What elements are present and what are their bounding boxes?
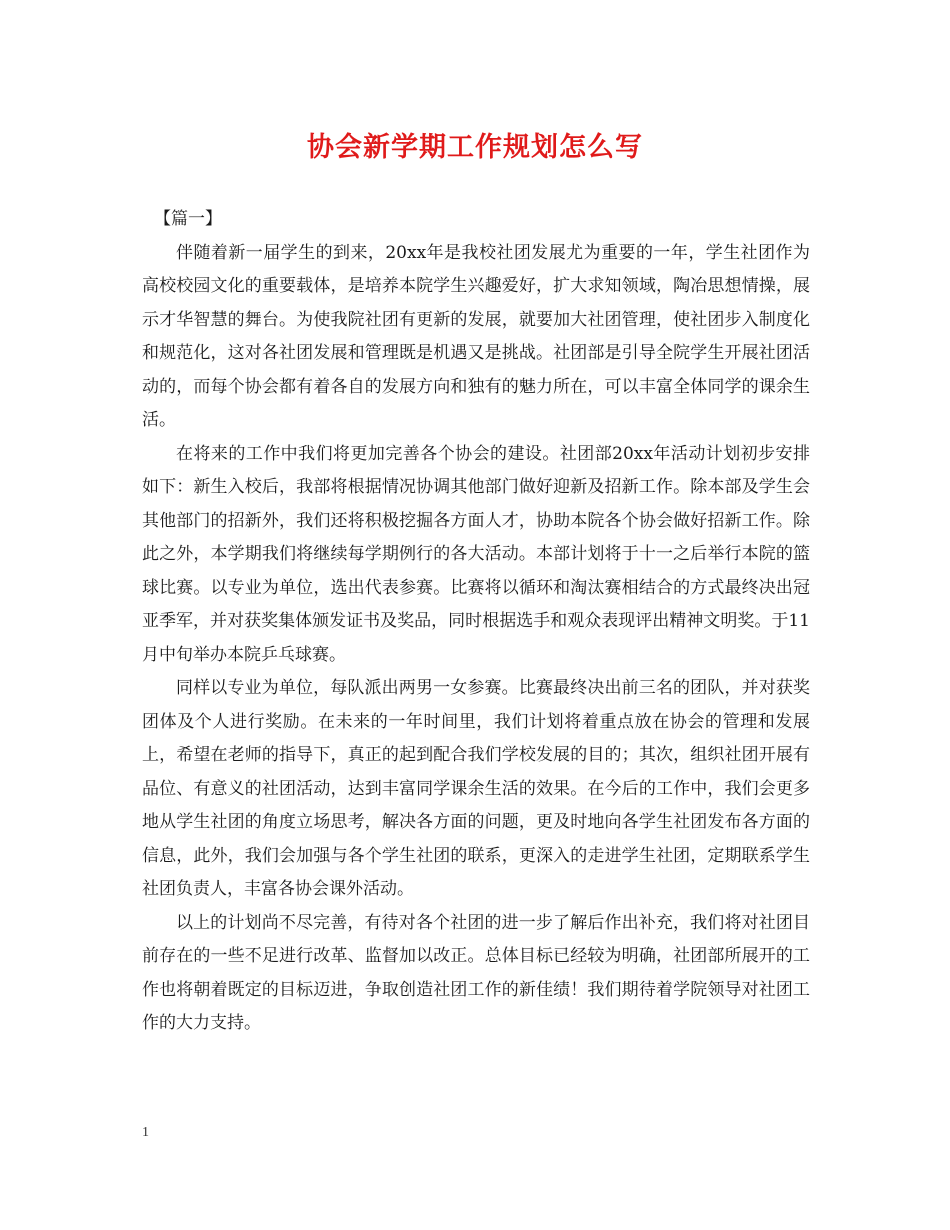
section-label: 【篇一】	[154, 209, 222, 229]
paragraph-3: 同样以专业为单位，每队派出两男一女参赛。比赛最终决出前三名的团队，并对获奖团体及个人进行奖励。在未来的一年时间里，我们计划将着重点放在协会的管理和发展上，希望在老师的指导下，真正的起到配合我们学校发展的目的；其次，组织社团开展有品位、有意义的社团活动，达到丰富同学课余生活的效果。在今后的工作中，我们会更多地从学生社团的角度立场思考，解决各方面的问题，更及时地向各学生社团发布各方面的信息，此外，我们会加强与各个学生社团的联系，更深入的走进学生社团，定期联系学生社团负责人，丰富各协会课外活动。	[142, 678, 810, 899]
page-number: 1	[142, 1125, 149, 1140]
document-body	[142, 203, 810, 1041]
document-title: 协会新学期工作规划怎么写	[307, 132, 643, 163]
paragraph-1: 伴随着新一届学生的到来，20xx年是我校社团发展尤为重要的一年，学生社团作为高校校园文化的重要载体，是培养本院学生兴趣爱好，扩大求知领域，陶冶思想情操，展示才华智慧的舞台。为使我院社团有更新的发展，就要加大社团管理，使社团步入制度化和规范化，这对各社团发展和管理既是机遇又是挑战。社团部是引导全院学生开展社团活动的，而每个协会都有着各自的发展方向和独有的魅力所在，可以丰富全体同学的课余生活。	[142, 242, 810, 430]
paragraph-4: 以上的计划尚不尽完善，有待对各个社团的进一步了解后作出补充，我们将对社团目前存在的一些不足进行改革、监督加以改正。总体目标已经较为明确，社团部所展开的工作也将朝着既定的目标迈进，争取创造社团工作的新佳绩！我们期待着学院领导对社团工作的大力支持。	[142, 912, 810, 1033]
paragraph-2: 在将来的工作中我们将更加完善各个协会的建设。社团部20xx年活动计划初步安排如下：新生入校后，我部将根据情况协调其他部门做好迎新及招新工作。除本部及学生会其他部门的招新外，我们还将积极挖掘各方面人才，协助本院各个协会做好招新工作。除此之外，本学期我们将继续每学期例行的各大活动。本部计划将于十一之后举行本院的篮球比赛。以专业为单位，选出代表参赛。比赛将以循环和淘汰赛相结合的方式最终决出冠亚季军，并对获奖集体颁发证书及奖品，同时根据选手和观众表现评出精神文明奖。于11月中旬举办本院乒乓球赛。	[142, 443, 810, 665]
